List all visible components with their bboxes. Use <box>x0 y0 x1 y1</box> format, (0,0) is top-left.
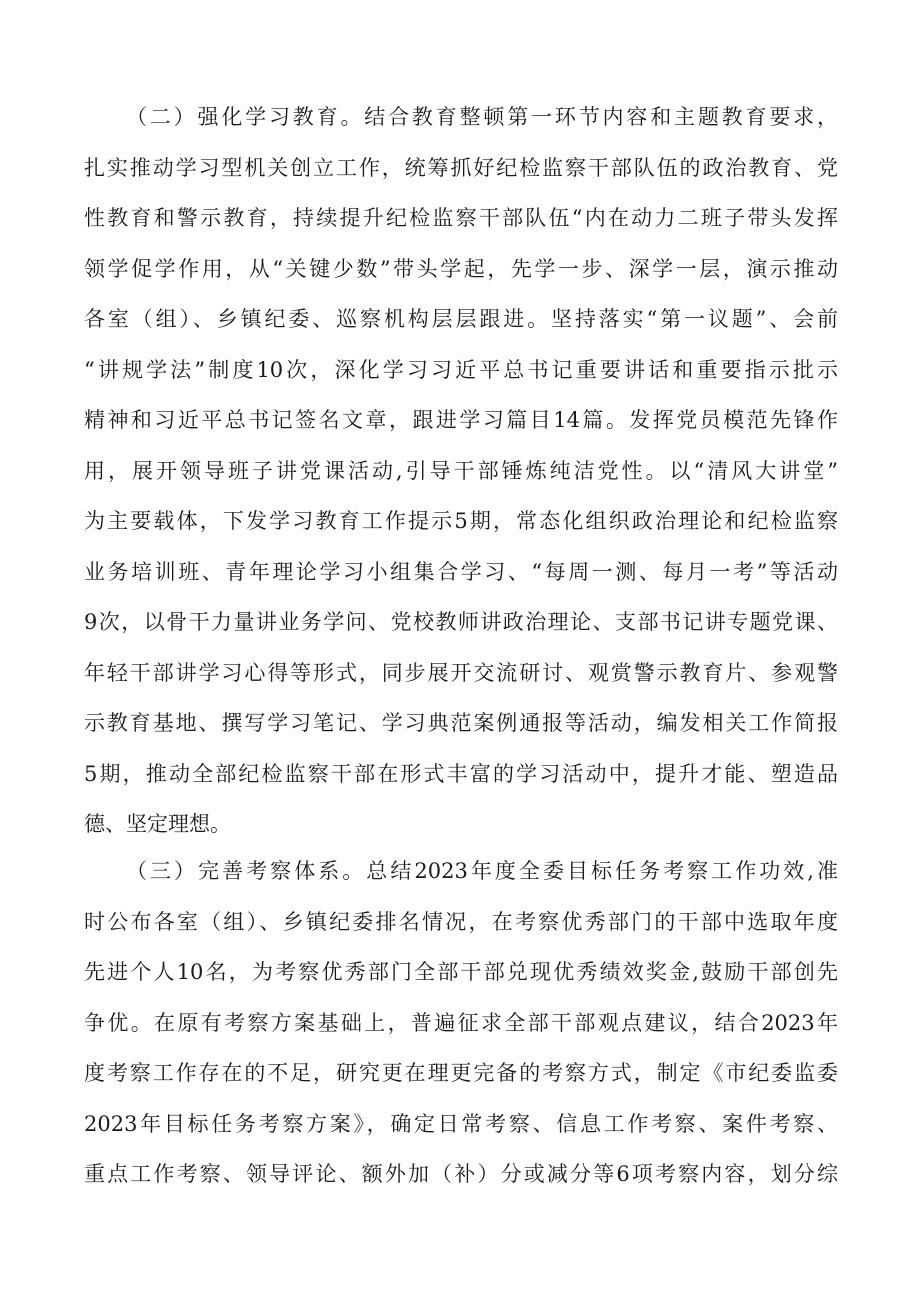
text-line: 先进个人10名，为考察优秀部门全部干部兑现优秀绩效奖金,鼓励干部创先 <box>84 960 838 984</box>
text-line: 各室（组）、乡镇纪委、巡察机构层层跟进。坚持落实“第一议题”、会前 <box>84 307 838 331</box>
text-line: 德、坚定理想。 <box>84 812 231 836</box>
text-line: 示教育基地、撰写学习笔记、学习典范案例通报等活动，编发相关工作简报 <box>84 711 838 735</box>
text-line: 重点工作考察、领导评论、额外加（补）分或减分等6项考察内容，划分综 <box>84 1162 838 1186</box>
paragraph-strengthen-study-education <box>84 92 838 850</box>
text-line: 领学促学作用，从“关键少数”带头学起，先学一步、深学一层，演示推动 <box>84 256 838 281</box>
text-line: 性教育和警示教育，持续提升纪检监察干部队伍“内在动力二班子带头发挥 <box>84 206 838 230</box>
text-line: 精神和习近平总书记签名文章，跟进学习篇目14篇。发挥党员模范先锋作 <box>84 408 838 432</box>
text-line: 用，展开领导班子讲党课活动,引导干部锤炼纯洁党性。以“清风大讲堂” <box>84 458 838 483</box>
text-line: 2023年目标任务考察方案》，确定日常考察、信息工作考察、案件考察、 <box>84 1111 838 1136</box>
text-line: 5期，推动全部纪检监察干部在形式丰富的学习活动中，提升才能、塑造品 <box>84 761 838 786</box>
text-line: （三）完善考察体系。总结2023年度全委目标任务考察工作功效,准 <box>126 859 838 883</box>
text-line: “讲规学法”制度10次，深化学习习近平总书记重要讲话和重要指示批示 <box>84 357 838 382</box>
text-line: 争优。在原有考察方案基础上，普遍征求全部干部观点建议，结合2023年 <box>84 1010 838 1035</box>
paragraph-improve-assessment-system <box>84 846 838 1200</box>
text-line: 扎实推动学习型机关创立工作，统筹抓好纪检监察干部队伍的政治教育、党 <box>84 155 838 180</box>
text-line: （二）强化学习教育。结合教育整顿第一环节内容和主题教育要求， <box>126 105 838 129</box>
text-line: 业务培训班、青年理论学习小组集合学习、“每周一测、每月一考”等活动 <box>84 559 838 584</box>
text-line: 时公布各室（组）、乡镇纪委排名情况，在考察优秀部门的干部中选取年度 <box>84 909 838 934</box>
text-line: 年轻干部讲学习心得等形式，同步展开交流研讨、观赏警示教育片、参观警 <box>84 660 838 685</box>
text-line: 度考察工作存在的不足，研究更在理更完备的考察方式，制定《市纪委监委 <box>84 1061 838 1085</box>
text-line: 9次，以骨干力量讲业务学问、党校教师讲政治理论、支部书记讲专题党课、 <box>84 610 838 634</box>
text-line: 为主要载体，下发学习教育工作提示5期，常态化组织政治理论和纪检监察 <box>84 509 838 533</box>
